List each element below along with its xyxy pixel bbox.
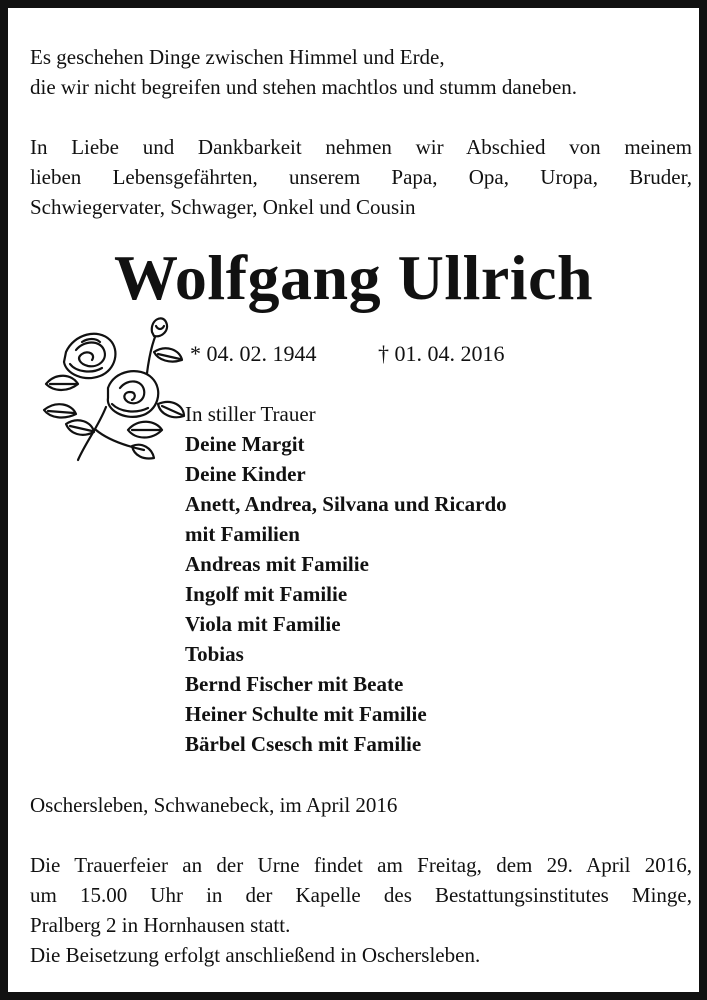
mourner-name: mit Familien — [185, 522, 300, 546]
mourner-name: Deine Margit — [185, 432, 305, 456]
place-date: Oschersleben, Schwanebeck, im April 2016 — [30, 793, 398, 817]
mourner-name: Viola mit Familie — [185, 612, 341, 636]
mourner-name: Andreas mit Familie — [185, 552, 369, 576]
ceremony-line-2: um 15.00 Uhr in der Kapelle des Bestattungsinstitutes Minge, — [30, 883, 692, 907]
ceremony-line-4: Die Beisetzung erfolgt anschließend in Oschersleben. — [30, 943, 481, 967]
mourners-list — [185, 399, 507, 759]
farewell-line-3: Schwiegervater, Schwager, Onkel und Cousin — [30, 195, 416, 219]
deceased-name: Wolfgang Ullrich — [113, 242, 594, 313]
death-date: † 01. 04. 2016 — [378, 341, 505, 366]
ceremony-line-3: Pralberg 2 in Hornhausen statt. — [30, 913, 291, 937]
mourner-name: Heiner Schulte mit Familie — [185, 702, 427, 726]
mourner-name: Anett, Andrea, Silvana und Ricardo — [185, 492, 507, 516]
intro-line-1: Es geschehen Dinge zwischen Himmel und Erde, — [30, 45, 445, 69]
rose-icon — [36, 312, 188, 468]
mourner-name: Bernd Fischer mit Beate — [185, 672, 404, 696]
intro-line-2: die wir nicht begreifen und stehen machtlos und stumm daneben. — [30, 75, 578, 99]
birth-date: * 04. 02. 1944 — [190, 341, 317, 366]
mourner-name: Ingolf mit Familie — [185, 582, 348, 606]
farewell-line-2: lieben Lebensgefährten, unserem Papa, Opa, Uropa, Bruder, — [30, 165, 692, 189]
mourner-name: Tobias — [185, 642, 244, 666]
mourner-name: Bärbel Csesch mit Familie — [185, 732, 422, 756]
farewell-line-1: In Liebe und Dankbarkeit nehmen wir Abschied von meinem — [30, 135, 692, 159]
mourner-name: Deine Kinder — [185, 462, 306, 486]
ceremony-line-1: Die Trauerfeier an der Urne findet am Freitag, dem 29. April 2016, — [30, 853, 692, 877]
mourners-intro: In stiller Trauer — [185, 402, 316, 426]
